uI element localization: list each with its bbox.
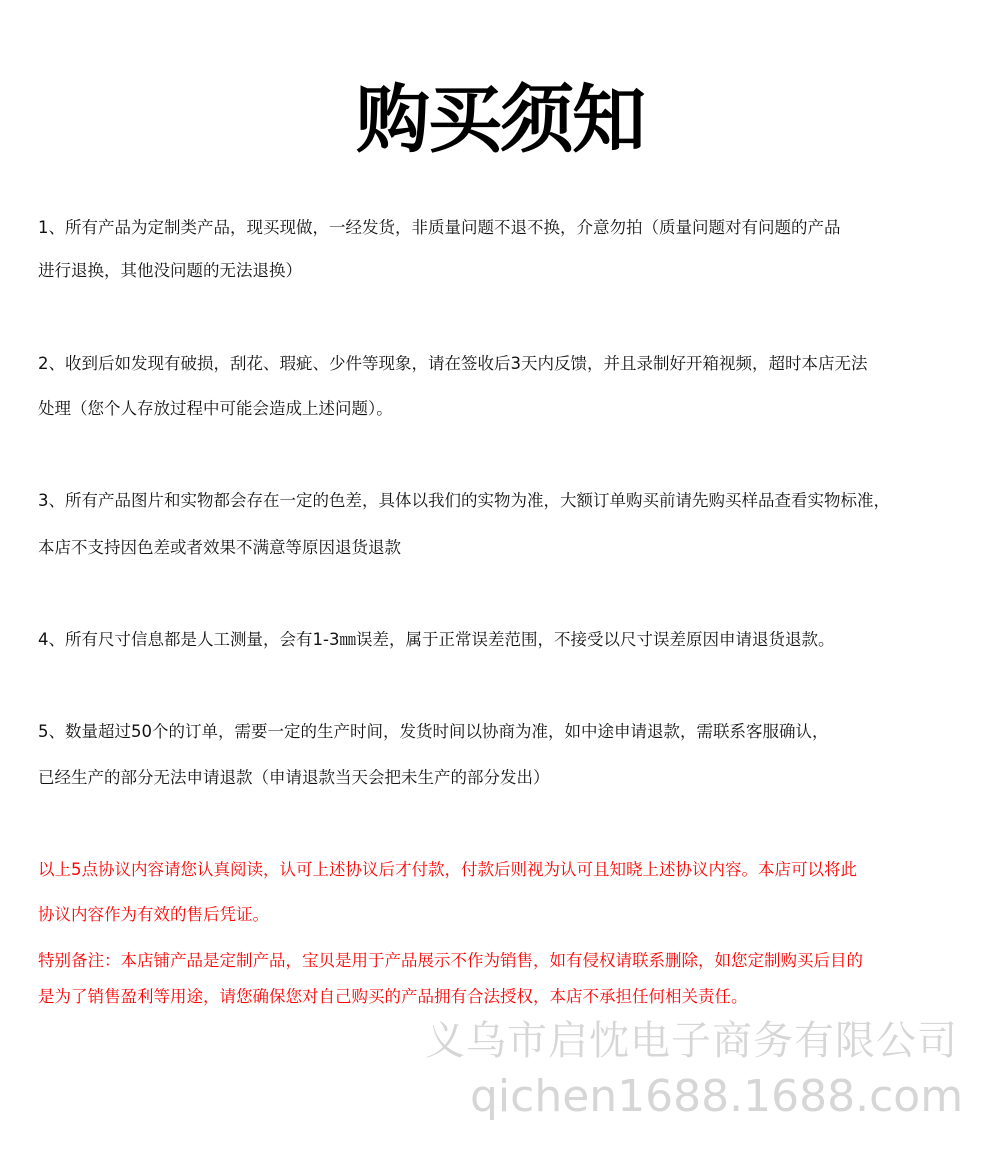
item-2-line-2: 处理（您个人存放过程中可能会造成上述问题）。 xyxy=(38,399,393,418)
item-1-line-1: 1、所有产品为定制类产品，现买现做，一经发货，非质量问题不退不换，介意勿拍（质量问题对有问题的产品 xyxy=(38,218,841,237)
item-5-line-1: 5、数量超过50个的订单，需要一定的生产时间，发货时间以协商为准，如中途申请退款，需联系客服确认， xyxy=(38,722,829,741)
notice-line-2: 协议内容作为有效的售后凭证。 xyxy=(38,905,269,924)
item-1-line-2: 进行退换，其他没问题的无法退换） xyxy=(38,261,302,280)
item-5-line-2: 已经生产的部分无法申请退款（申请退款当天会把未生产的部分发出） xyxy=(38,768,550,787)
item-2-line-1: 2、收到后如发现有破损，刮花、瑕疵、少件等现象，请在签收后3天内反馈，并且录制好开箱视频，超时本店无法 xyxy=(38,354,868,373)
remark-line-2: 是为了销售盈利等用途，请您确保您对自己购买的产品拥有合法授权，本店不承担任何相关责任。 xyxy=(38,987,748,1006)
notice-line-1: 以上5点协议内容请您认真阅读，认可上述协议后才付款，付款后则视为认可且知晓上述协议内容。本店可以将此 xyxy=(38,860,857,879)
item-3-line-1: 3、所有产品图片和实物都会存在一定的色差，具体以我们的实物为准，大额订单购买前请先购买样品查看实物标准， xyxy=(38,491,890,510)
watermark-company: 义乌市启忱电子商务有限公司 xyxy=(425,1018,958,1064)
item-4-line-1: 4、所有尺寸信息都是人工测量，会有1-3㎜误差，属于正常误差范围，不接受以尺寸误差原因申请退货退款。 xyxy=(38,630,835,649)
item-3-line-2: 本店不支持因色差或者效果不满意等原因退货退款 xyxy=(38,538,401,557)
remark-line-1: 特别备注：本店铺产品是定制产品，宝贝是用于产品展示不作为销售，如有侵权请联系删除，如您定制购买后目的 xyxy=(38,951,863,970)
page-title: 购买须知 xyxy=(356,77,644,163)
watermark-url: qichen1688.1688.com xyxy=(470,1071,964,1122)
